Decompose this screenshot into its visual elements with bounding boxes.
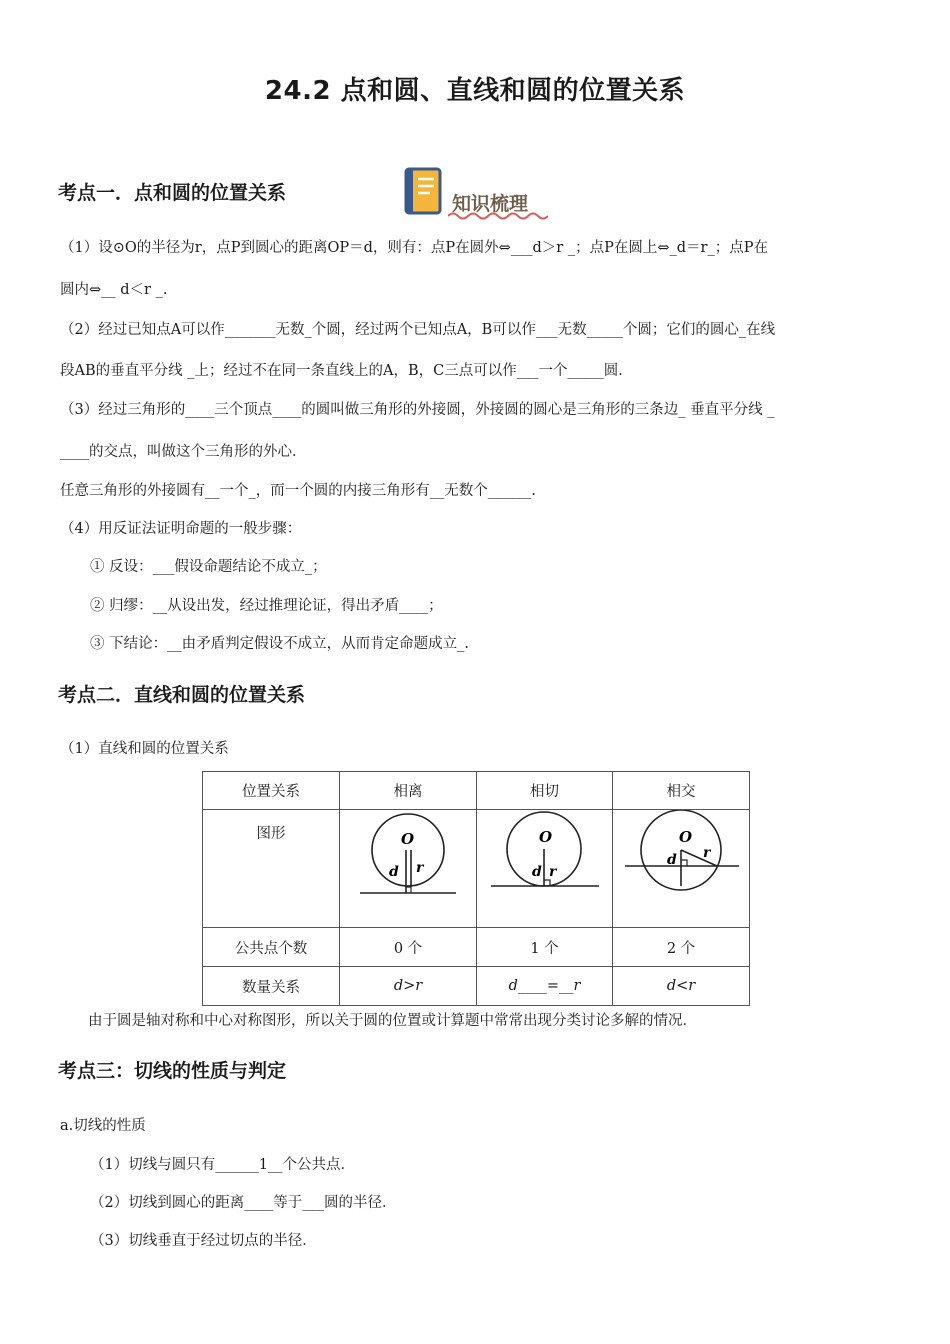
knowledge-badge bbox=[402, 165, 552, 220]
s1-step-1: ① 反设：___假设命题结论不成立_； bbox=[90, 559, 327, 575]
s1-step-3: ③ 下结论：__由矛盾判定假设不成立，从而肯定命题成立_. bbox=[90, 636, 469, 652]
diagram-tangent bbox=[477, 810, 612, 923]
diagram-intersect bbox=[613, 810, 749, 923]
s1-line-7: 任意三角形的外接圆有__一个_，而一个圆的内接三角形有__无数个______. bbox=[60, 483, 536, 499]
s1-step-2: ② 归缪：__从设出发，经过推理论证，得出矛盾____； bbox=[90, 598, 443, 614]
label-radius: r bbox=[416, 860, 424, 876]
s3-item-3: （3）切线垂直于经过切点的半径． bbox=[90, 1233, 317, 1249]
s2-note: 由于圆是轴对称和中心对称图形，所以关于圆的位置或计算题中常常出现分类讨论多解的情况． bbox=[88, 1013, 697, 1029]
label-distance: d bbox=[667, 852, 677, 868]
section1-heading: 考点一．点和圆的位置关系 bbox=[58, 182, 287, 204]
figure-row-label: 图形 bbox=[256, 826, 286, 842]
book-icon bbox=[402, 165, 448, 220]
table-cell: d>r bbox=[340, 967, 477, 1006]
table-row bbox=[203, 928, 750, 967]
table-cell: 位置关系 bbox=[203, 772, 340, 810]
table-cell: 0 个 bbox=[340, 928, 477, 967]
label-center: O bbox=[401, 830, 415, 848]
s1-line-5: （3）经过三角形的____三个顶点____的圆叫做三角形的外接圆，外接圆的圆心是三角形的三条边_ 垂直平分线 _ bbox=[60, 402, 775, 418]
badge-text: 知识梳理 bbox=[452, 193, 529, 215]
table-cell: 数量关系 bbox=[203, 967, 340, 1006]
s3-item-2: （2）切线到圆心的距离____等于___圆的半径． bbox=[90, 1195, 397, 1211]
label-distance: d bbox=[389, 864, 399, 880]
table-cell: 公共点个数 bbox=[203, 928, 340, 967]
section3-heading: 考点三：切线的性质与判定 bbox=[58, 1060, 287, 1082]
figure-tangent bbox=[477, 810, 613, 928]
table-cell: d____=__r bbox=[477, 967, 613, 1006]
figure-intersect bbox=[613, 810, 750, 928]
label-radius: r bbox=[549, 864, 557, 880]
badge-underline bbox=[448, 211, 548, 221]
figure-separate bbox=[340, 810, 477, 928]
s3-sub: a.切线的性质 bbox=[60, 1118, 146, 1134]
table-cell: 1 个 bbox=[477, 928, 613, 967]
s3-item-1: （1）切线与圆只有______1__个公共点． bbox=[90, 1157, 355, 1173]
table-cell: 相切 bbox=[477, 772, 613, 810]
label-distance: d bbox=[532, 864, 542, 880]
section2-heading: 考点二．直线和圆的位置关系 bbox=[58, 684, 306, 706]
table-cell: 相交 bbox=[613, 772, 750, 810]
s1-line-3: （2）经过已知点A可以作_______无数_个圆，经过两个已知点A，B可以作___无数_____个圆；它们的圆心_在线 bbox=[60, 322, 776, 338]
label-center: O bbox=[539, 828, 553, 846]
position-relation-table bbox=[202, 771, 750, 1006]
s1-line-6: ____的交点，叫做这个三角形的外心． bbox=[60, 444, 307, 460]
s1-line-4: 段AB的垂直平分线 _上；经过不在同一条直线上的A，B，C三点可以作___一个_____圆． bbox=[60, 363, 633, 379]
label-center: O bbox=[679, 828, 693, 846]
page-title: 24.2 点和圆、直线和圆的位置关系 bbox=[264, 76, 686, 106]
s1-line-2: 圆内⇔__ d＜r _. bbox=[60, 282, 168, 298]
s1-line-8: （4）用反证法证明命题的一般步骤： bbox=[60, 521, 302, 537]
label-radius: r bbox=[703, 845, 711, 861]
table-cell: 相离 bbox=[340, 772, 477, 810]
s2-subheading: （1）直线和圆的位置关系 bbox=[60, 741, 229, 757]
table-row bbox=[203, 967, 750, 1006]
table-cell: 2 个 bbox=[613, 928, 750, 967]
s1-line-1: （1）设⊙O的半径为r，点P到圆心的距离OP＝d，则有：点P在圆外⇔___d＞r _；点P在圆上⇔_d＝r_；点P在 bbox=[60, 240, 768, 256]
table-row bbox=[203, 772, 750, 810]
table-row bbox=[203, 810, 750, 928]
table-cell: d<r bbox=[613, 967, 750, 1006]
diagram-separate bbox=[340, 810, 476, 923]
table-cell bbox=[203, 810, 340, 928]
